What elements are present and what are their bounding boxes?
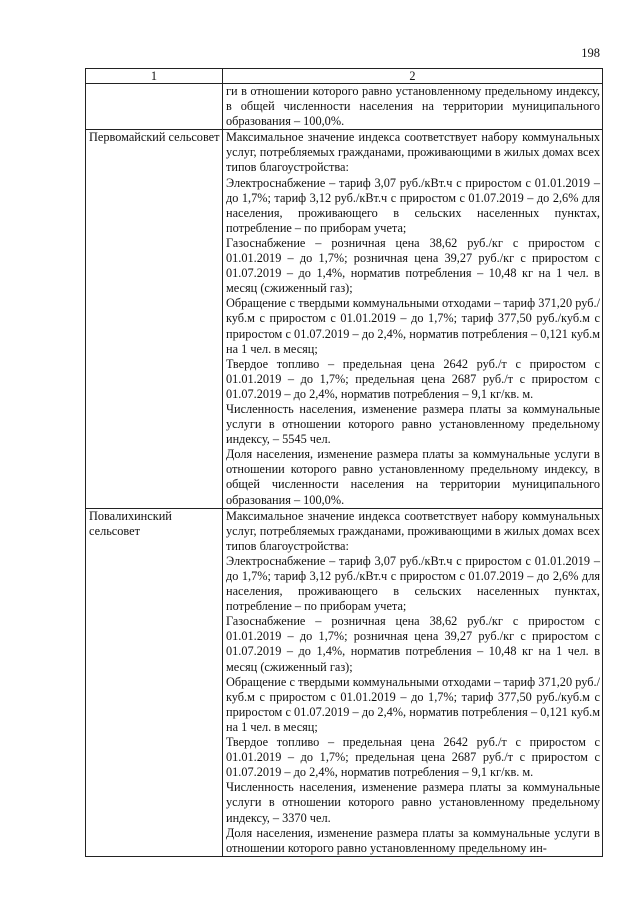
paragraph: Доля населения, изменение размера платы за коммунальные услуги в отношении которого равно установленному предельному индексу, в общей численности населения на территории муниципального образования – 100,0%. bbox=[226, 447, 600, 507]
table-row bbox=[86, 508, 603, 856]
paragraph: Численность населения, изменение размера платы за коммунальные услуги в отношении которого равно установленному предельному индексу, – 5545 чел. bbox=[226, 401, 600, 447]
table-row bbox=[86, 130, 603, 508]
column-header-2: 2 bbox=[223, 69, 603, 84]
paragraph: Газоснабжение – розничная цена 38,62 руб./кг с приростом с 01.01.2019 – до 1,7%; розничная цена 39,27 руб./кг с приростом с 01.07.2019 – до 1,4%, норматив потребления – 10,48 кг на 1 чел. в месяц (сжиженный газ); bbox=[226, 614, 600, 674]
paragraph: Максимальное значение индекса соответствует набору коммунальных услуг, потребляемых гражданами, проживающими в жилых домах всех типов благоустройства: bbox=[226, 130, 600, 175]
paragraph: Твердое топливо – предельная цена 2642 руб./т с приростом с 01.01.2019 – до 1,7%; предельная цена 2687 руб./т с приростом с 01.07.2019 – до 2,4%, норматив потребления – 9,1 кг/кв. м. bbox=[226, 735, 600, 780]
table-row bbox=[86, 84, 603, 130]
column-header-1: 1 bbox=[86, 69, 223, 84]
paragraph: Обращение с твердыми коммунальными отходами – тариф 371,20 руб./куб.м с приростом с 01.01.2019 – до 1,7%; тариф 377,50 руб./куб.м с приростом с 01.07.2019 – до 2,4%, норматив потребления – 0,121 куб.м на 1 чел. в месяц; bbox=[226, 674, 600, 734]
paragraph: Твердое топливо – предельная цена 2642 руб./т с приростом с 01.01.2019 – до 1,7%; предельная цена 2687 руб./т с приростом с 01.07.2019 – до 2,4%, норматив потребления – 9,1 кг/кв. м. bbox=[226, 356, 600, 401]
tariff-table bbox=[85, 68, 603, 857]
description-cell bbox=[223, 84, 603, 130]
description-cell bbox=[223, 508, 603, 856]
paragraph: ги в отношении которого равно установленному предельному индексу, в общей численности населения на территории муниципального образования – 100,0%. bbox=[226, 84, 600, 129]
paragraph: Доля населения, изменение размера платы за коммунальные услуги в отношении которого равно установленному предельному ин- bbox=[226, 825, 600, 855]
municipality-label: Повалихинский сельсовет bbox=[86, 508, 223, 856]
paragraph: Газоснабжение – розничная цена 38,62 руб./кг с приростом с 01.01.2019 – до 1,7%; розничная цена 39,27 руб./кг с приростом с 01.07.2019 – до 1,4%, норматив потребления – 10,48 кг на 1 чел. в месяц (сжиженный газ); bbox=[226, 235, 600, 296]
paragraph: Численность населения, изменение размера платы за коммунальные услуги в отношении которого равно установленному предельному индексу, – 3370 чел. bbox=[226, 780, 600, 825]
table-header-row bbox=[86, 69, 603, 84]
page-number: 198 bbox=[581, 46, 600, 60]
description-cell bbox=[223, 130, 603, 508]
paragraph: Максимальное значение индекса соответствует набору коммунальных услуг, потребляемых гражданами, проживающими в жилых домах всех типов благоустройства: bbox=[226, 508, 600, 553]
paragraph: Обращение с твердыми коммунальными отходами – тариф 371,20 руб./куб.м с приростом с 01.01.2019 – до 1,7%; тариф 377,50 руб./куб.м с приростом с 01.07.2019 – до 2,4%, норматив потребления – 0,121 куб.м на 1 чел. в месяц; bbox=[226, 296, 600, 356]
municipality-label: Первомайский сельсовет bbox=[86, 130, 223, 508]
municipality-label bbox=[86, 84, 223, 130]
paragraph: Электроснабжение – тариф 3,07 руб./кВт.ч с приростом с 01.01.2019 – до 1,7%; тариф 3,12 руб./кВт.ч с приростом с 01.07.2019 – до 2,6% для населения, проживающего в сельских населенных пунктах, потребление – по приборам учета; bbox=[226, 553, 600, 614]
paragraph: Электроснабжение – тариф 3,07 руб./кВт.ч с приростом с 01.01.2019 – до 1,7%; тариф 3,12 руб./кВт.ч с приростом с 01.07.2019 – до 2,6% для населения, проживающего в сельских населенных пунктах, потребление – по приборам учета; bbox=[226, 175, 600, 235]
